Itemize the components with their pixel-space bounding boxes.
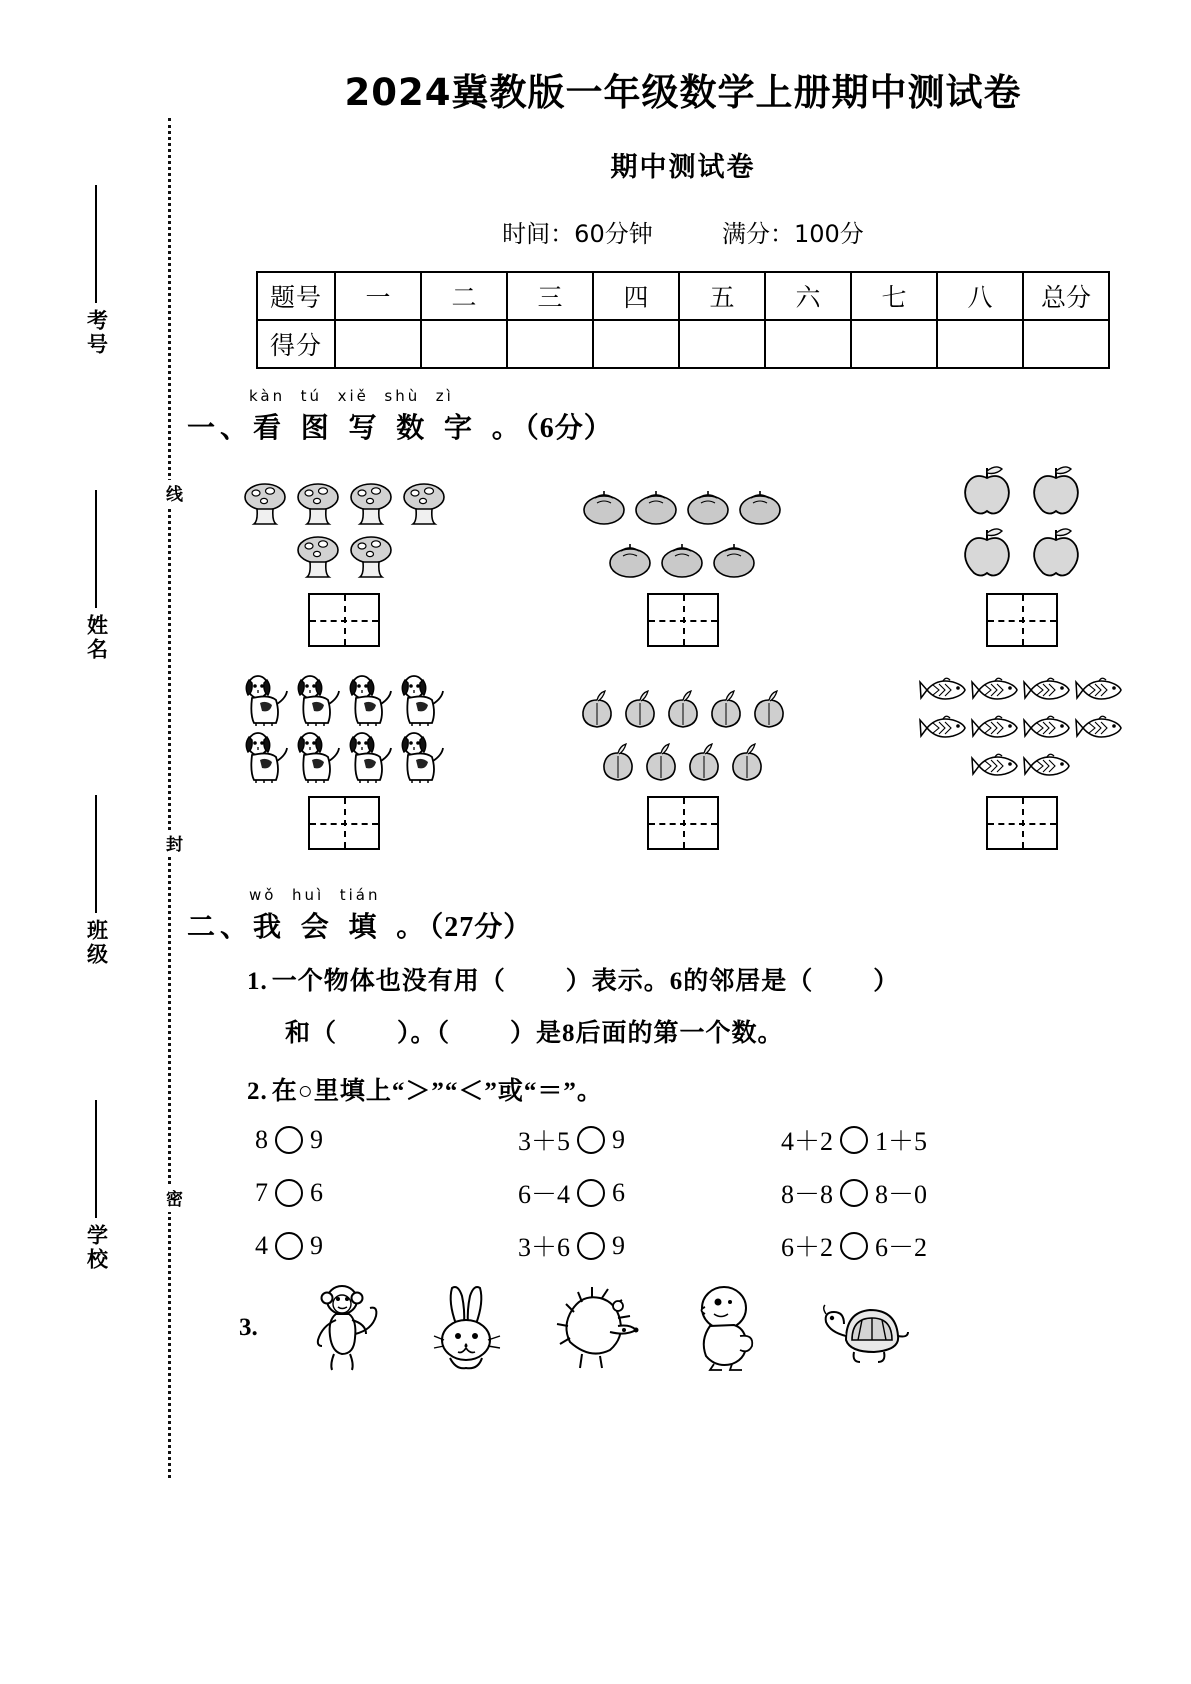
score-cell-total[interactable] <box>1023 320 1109 368</box>
question-2-1-number: 1. <box>247 968 268 995</box>
page-subtitle: 期中测试卷 <box>610 152 756 183</box>
section-two-points: （27分） <box>429 912 533 943</box>
peach-icon <box>663 687 703 734</box>
mushroom-icon <box>346 534 396 584</box>
section-one-text: 看 图 写 数 字 。 <box>253 411 525 444</box>
dog-icon <box>240 730 292 787</box>
picture-cell-mushroom <box>194 480 494 647</box>
name-writing-line[interactable] <box>95 490 97 608</box>
fish-icon <box>1075 673 1125 711</box>
score-cell-5[interactable] <box>679 320 765 368</box>
score-table-col-7: 七 <box>851 272 937 320</box>
tomato-icon <box>658 540 707 584</box>
hedgehog-icon <box>552 1280 644 1376</box>
picture-cell-fish <box>872 673 1172 850</box>
score-table <box>256 271 1110 369</box>
question-2-1-line-2 <box>285 1013 1191 1049</box>
score-table-col-8: 八 <box>937 272 1023 320</box>
mushroom-icon <box>293 534 343 584</box>
apple-icon <box>1023 462 1089 522</box>
question-2-1-text-e: ）。（ <box>397 1020 451 1047</box>
comparison-right-3: 1＋5 <box>875 1127 928 1156</box>
peach-icon <box>727 740 767 787</box>
score-table-row-header-score: 得分 <box>257 320 335 368</box>
rabbit-icon <box>432 1280 508 1376</box>
table-row-scores <box>257 320 1109 368</box>
tomato-icon <box>710 540 759 584</box>
answer-box-mushroom[interactable] <box>308 593 380 647</box>
score-table-col-6: 六 <box>765 272 851 320</box>
seal-char-mi: 密 <box>151 1185 185 1212</box>
dog-icon <box>396 673 448 730</box>
comparison-item-2 <box>518 1121 781 1158</box>
peach-icon <box>598 740 638 787</box>
section-two-text: 我 会 填 。 <box>253 910 430 943</box>
picture-cell-dog <box>194 673 494 850</box>
field-label-class: 班级 <box>84 919 109 967</box>
comparison-left-8: 3＋6 <box>518 1233 571 1262</box>
fish-icon <box>919 711 969 749</box>
comparison-circle-6[interactable] <box>840 1179 868 1207</box>
answer-box-tomato[interactable] <box>647 593 719 647</box>
picture-row-2 <box>175 673 1191 850</box>
comparison-circle-8[interactable] <box>577 1232 605 1260</box>
tomato-group <box>575 480 791 584</box>
peach-icon <box>641 740 681 787</box>
score-cell-1[interactable] <box>335 320 421 368</box>
peach-icon <box>684 740 724 787</box>
exam-meta <box>175 214 1191 249</box>
section-one-points: （6分） <box>524 413 613 444</box>
comparison-right-1: 9 <box>310 1124 323 1154</box>
tomato-icon <box>632 487 681 531</box>
comparison-item-5 <box>518 1174 781 1211</box>
score-table-col-3: 三 <box>507 272 593 320</box>
score-cell-7[interactable] <box>851 320 937 368</box>
score-table-col-1: 一 <box>335 272 421 320</box>
class-writing-line[interactable] <box>95 795 97 913</box>
school-writing-line[interactable] <box>95 1100 97 1218</box>
question-2-2-text: 在○里填上“＞”“＜”或“＝”。 <box>271 1078 603 1105</box>
mushroom-icon <box>399 481 449 531</box>
section-one-pinyin: kàn tú xiě shù zì <box>249 387 454 405</box>
dog-icon <box>344 673 396 730</box>
peach-group <box>575 683 790 787</box>
comparison-right-8: 9 <box>612 1230 626 1260</box>
fish-icon <box>971 673 1021 711</box>
tomato-icon <box>606 540 655 584</box>
comparison-circle-2[interactable] <box>577 1126 605 1154</box>
field-school[interactable] <box>42 1100 150 1272</box>
mushroom-icon <box>346 481 396 531</box>
score-cell-4[interactable] <box>593 320 679 368</box>
tomato-icon <box>736 487 785 531</box>
comparison-left-5: 6－4 <box>518 1180 571 1209</box>
fish-icon <box>1023 749 1073 787</box>
mushroom-icon <box>240 481 290 531</box>
exam-total-label: 满分：100分 <box>722 220 864 248</box>
dog-icon <box>240 673 292 730</box>
section-one-title <box>187 406 1191 446</box>
comparison-item-1 <box>255 1121 518 1158</box>
score-cell-3[interactable] <box>507 320 593 368</box>
apple-group <box>932 462 1112 584</box>
dog-icon <box>292 730 344 787</box>
comparison-left-3: 4＋2 <box>781 1127 834 1156</box>
comparison-right-4: 6 <box>310 1177 323 1207</box>
question-2-1-text-a: 一个物体也没有用（ <box>271 968 506 995</box>
score-cell-2[interactable] <box>421 320 507 368</box>
comparison-row-2 <box>255 1174 1045 1211</box>
question-2-2-number: 2. <box>247 1078 268 1105</box>
picture-cell-tomato <box>533 480 833 647</box>
question-2-1-text-c: ） <box>873 968 900 995</box>
page-title: 2024冀教版一年级数学上册期中测试卷 <box>344 71 1022 114</box>
answer-box-dog[interactable] <box>308 796 380 850</box>
fish-icon <box>1023 673 1073 711</box>
field-class[interactable] <box>42 795 150 967</box>
dog-icon <box>396 730 448 787</box>
mushroom-group <box>237 480 451 584</box>
seal-char-feng: 封 <box>151 830 185 857</box>
question-2-1-line-1 <box>247 961 1191 997</box>
section-one-heading <box>187 387 1191 446</box>
tomato-icon <box>580 487 629 531</box>
answer-box-peach[interactable] <box>647 796 719 850</box>
left-margin <box>0 0 182 1684</box>
field-name[interactable] <box>42 490 150 662</box>
comparison-left-6: 8－8 <box>781 1180 834 1209</box>
peach-icon <box>749 687 789 734</box>
dog-icon <box>292 673 344 730</box>
comparison-right-7: 9 <box>310 1230 323 1260</box>
fish-icon <box>919 673 969 711</box>
comparison-circle-1[interactable] <box>275 1126 303 1154</box>
peach-icon <box>577 687 617 734</box>
comparison-row-1 <box>255 1121 1045 1158</box>
section-one-number: 一、 <box>187 411 254 444</box>
comparison-right-9: 6－2 <box>875 1233 928 1262</box>
score-table-col-total: 总分 <box>1023 272 1109 320</box>
question-2-1-text-f: ）是8后面的第一个数。 <box>510 1020 784 1047</box>
score-cell-6[interactable] <box>765 320 851 368</box>
answer-box-fish[interactable] <box>986 796 1058 850</box>
comparison-circle-7[interactable] <box>275 1232 303 1260</box>
turtle-icon <box>812 1292 912 1376</box>
comparison-circle-3[interactable] <box>840 1126 868 1154</box>
comparison-left-2: 3＋5 <box>518 1127 571 1156</box>
comparison-item-3 <box>781 1121 1044 1158</box>
answer-box-apple[interactable] <box>986 593 1058 647</box>
score-table-col-2: 二 <box>421 272 507 320</box>
field-label-name: 姓名 <box>84 614 109 662</box>
comparison-row-3 <box>255 1227 1045 1264</box>
comparison-circle-9[interactable] <box>840 1232 868 1260</box>
seal-char-xian: 线 <box>151 480 185 507</box>
comparison-left-4: 7 <box>255 1177 268 1207</box>
field-label-exam-number: 考号 <box>84 309 109 357</box>
question-2-1-text-b: ）表示。6的邻居是（ <box>565 968 814 995</box>
mushroom-icon <box>293 481 343 531</box>
score-table-col-4: 四 <box>593 272 679 320</box>
score-table-col-5: 五 <box>679 272 765 320</box>
exam-sheet <box>175 0 1191 1684</box>
seal-dotted-line <box>168 118 171 1478</box>
picture-row-1 <box>175 462 1191 647</box>
comparison-right-2: 9 <box>612 1124 626 1154</box>
question-2-1-text-d: 和（ <box>285 1020 338 1047</box>
comparison-item-9 <box>781 1227 1044 1264</box>
question-2-3-number: 3. <box>239 1314 258 1341</box>
apple-icon <box>954 524 1020 584</box>
fish-icon <box>971 711 1021 749</box>
question-2-3-animals <box>239 1280 1191 1376</box>
comparison-right-6: 8－0 <box>875 1180 928 1209</box>
comparison-grid <box>255 1121 1045 1264</box>
chick-icon <box>688 1280 768 1376</box>
apple-icon <box>954 462 1020 522</box>
section-two-heading <box>187 886 1191 945</box>
field-exam-number[interactable] <box>42 185 150 357</box>
comparison-item-6 <box>781 1174 1044 1211</box>
section-two-pinyin: wǒ huì tián <box>249 886 381 904</box>
fish-group <box>917 673 1127 787</box>
picture-cell-apple <box>872 462 1172 647</box>
fish-icon <box>1075 711 1125 749</box>
monkey-icon <box>308 1280 388 1376</box>
fish-icon <box>971 749 1021 787</box>
peach-icon <box>706 687 746 734</box>
fish-icon <box>1023 711 1073 749</box>
comparison-circle-5[interactable] <box>577 1179 605 1207</box>
comparison-left-9: 6＋2 <box>781 1233 834 1262</box>
section-two-number: 二、 <box>187 910 254 943</box>
question-2-2-prompt <box>247 1071 1191 1107</box>
exam-number-writing-line[interactable] <box>95 185 97 303</box>
table-row-question-numbers <box>257 272 1109 320</box>
comparison-left-1: 8 <box>255 1124 268 1154</box>
exam-time-label: 时间：60分钟 <box>502 220 653 248</box>
picture-cell-peach <box>533 683 833 850</box>
comparison-circle-4[interactable] <box>275 1179 303 1207</box>
field-label-school: 学校 <box>84 1224 109 1272</box>
section-two-title <box>187 905 1191 945</box>
tomato-icon <box>684 487 733 531</box>
peach-icon <box>620 687 660 734</box>
dog-icon <box>344 730 396 787</box>
score-table-row-header-question: 题号 <box>257 272 335 320</box>
comparison-item-4 <box>255 1174 518 1211</box>
dog-group <box>238 673 450 787</box>
apple-icon <box>1023 524 1089 584</box>
score-cell-8[interactable] <box>937 320 1023 368</box>
comparison-item-8 <box>518 1227 781 1264</box>
comparison-right-5: 6 <box>612 1177 626 1207</box>
comparison-left-7: 4 <box>255 1230 268 1260</box>
comparison-item-7 <box>255 1227 518 1264</box>
